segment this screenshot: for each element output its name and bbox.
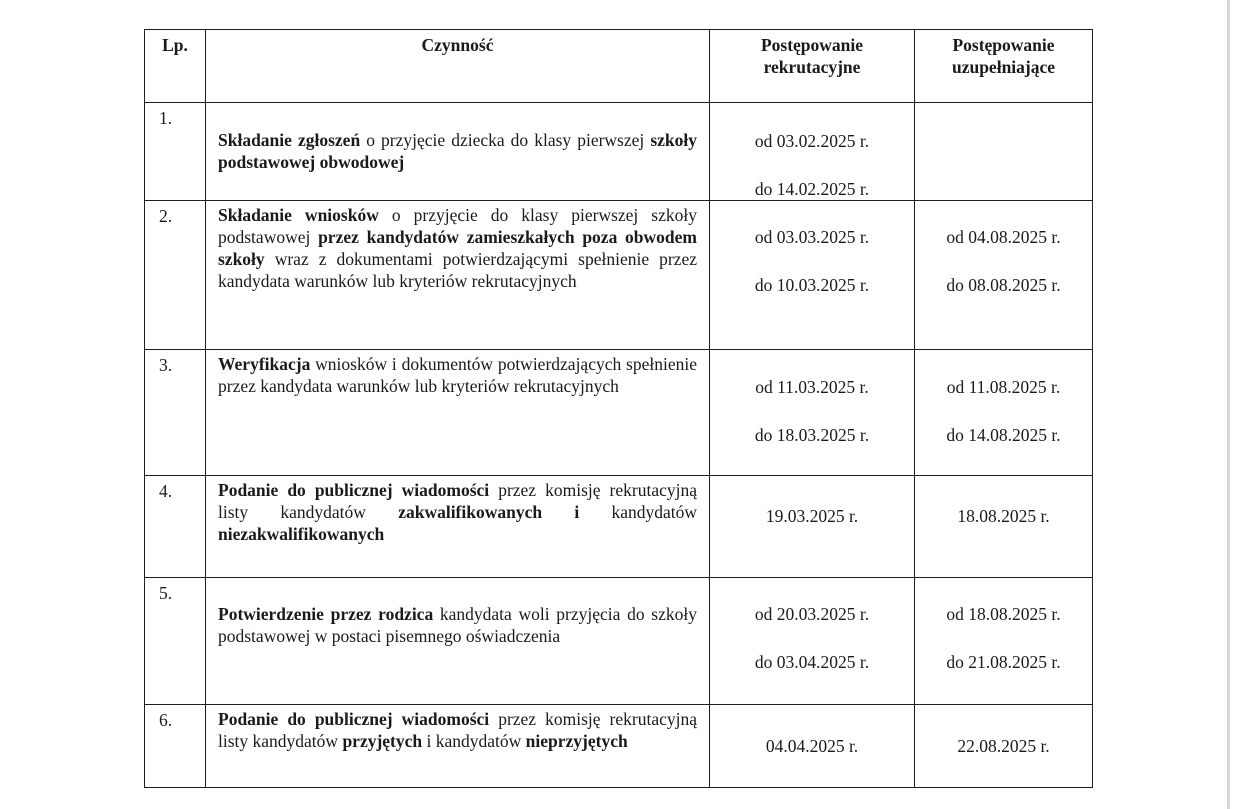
activity-text: kandydatów <box>579 502 697 522</box>
date-from: od 04.08.2025 r. <box>946 227 1061 247</box>
date-to: do 03.04.2025 r. <box>754 652 870 672</box>
supplementary-date <box>915 476 1093 578</box>
date-from: od 11.03.2025 r. <box>755 377 869 397</box>
supplementary-dates <box>915 350 1093 476</box>
activity-text-bold: Podanie do publicznej wiadomości <box>218 480 490 500</box>
row-activity <box>206 578 710 705</box>
row-number: 3. <box>145 350 206 476</box>
activity-text-bold: niezakwalifikowanych <box>218 524 385 544</box>
row-number: 4. <box>145 476 206 578</box>
activity-text-bold: nieprzyjętych <box>525 731 628 751</box>
table-row <box>145 705 1093 788</box>
header-supplementary: Postępowanie uzupełniające <box>915 30 1093 103</box>
recruitment-schedule-table <box>144 29 1093 788</box>
activity-text-bold: Składanie zgłoszeń <box>218 130 361 150</box>
activity-text: przez komisję rekrutacyjną listy kandydatów <box>218 480 697 522</box>
supplementary-date <box>915 705 1093 788</box>
supplementary-dates <box>915 578 1093 705</box>
page-edge-shadow <box>1227 0 1230 809</box>
header-lp: Lp. <box>145 30 206 103</box>
activity-text: i kandydatów <box>422 731 526 751</box>
row-number: 1. <box>145 103 206 201</box>
date-from: od 03.03.2025 r. <box>754 227 870 247</box>
row-activity <box>206 201 710 350</box>
date-to: do 10.03.2025 r. <box>754 275 870 295</box>
activity-text: przez komisję rekrutacyjną listy kandydatów <box>218 709 697 751</box>
activity-text-bold: Podanie do publicznej wiadomości <box>218 709 490 729</box>
table-row <box>145 578 1093 705</box>
supplementary-dates <box>915 103 1093 201</box>
activity-text: wraz z dokumentami potwierdzającymi spełnienie przez kandydata warunków lub kryteriów rekrutacyjnych <box>218 249 697 291</box>
table-row <box>145 350 1093 476</box>
header-activity: Czynność <box>206 30 710 103</box>
recruitment-dates <box>710 578 915 705</box>
activity-text-bold: przyjętych <box>342 731 423 751</box>
row-number: 2. <box>145 201 206 350</box>
activity-text-bold: Składanie wniosków <box>218 205 379 225</box>
activity-text: wniosków i dokumentów potwierdzających spełnienie przez kandydata warunków lub kryteriów rekrutacyjnych <box>218 354 697 396</box>
row-activity <box>206 103 710 201</box>
header-row <box>145 30 1093 103</box>
date-single: 04.04.2025 r. <box>765 736 859 756</box>
date-to: do 21.08.2025 r. <box>946 652 1061 672</box>
row-activity <box>206 476 710 578</box>
table-row <box>145 201 1093 350</box>
date-to: do 14.08.2025 r. <box>946 425 1061 445</box>
date-from: od 18.08.2025 r. <box>946 604 1061 624</box>
recruitment-dates <box>710 350 915 476</box>
date-to: do 14.02.2025 r. <box>754 179 870 199</box>
activity-text-bold: zakwalifikowanych i <box>398 502 580 522</box>
activity-text-bold: Weryfikacja <box>218 354 311 374</box>
recruitment-dates <box>710 103 915 201</box>
header-recruitment: Postępowanie rekrutacyjne <box>710 30 915 103</box>
row-number: 6. <box>145 705 206 788</box>
activity-text-bold: przez kandydatów zamieszkałych poza obwodem szkoły <box>218 227 697 269</box>
date-single: 19.03.2025 r. <box>765 506 859 526</box>
recruitment-dates <box>710 201 915 350</box>
activity-text: kandydata woli przyjęcia do szkoły podstawowej w postaci pisemnego oświadczenia <box>218 604 697 646</box>
row-activity <box>206 350 710 476</box>
recruitment-date <box>710 476 915 578</box>
date-single: 22.08.2025 r. <box>957 736 1050 756</box>
date-to: do 18.03.2025 r. <box>754 425 870 445</box>
table-row <box>145 103 1093 201</box>
row-activity <box>206 705 710 788</box>
date-from: od 11.08.2025 r. <box>946 377 1061 397</box>
table-row <box>145 476 1093 578</box>
activity-text-bold: szkoły podstawowej obwodowej <box>218 130 697 172</box>
activity-text-bold: Potwierdzenie przez rodzica <box>218 604 434 624</box>
activity-text: o przyjęcie do klasy pierwszej szkoły podstawowej <box>218 205 697 247</box>
date-single: 18.08.2025 r. <box>957 506 1050 526</box>
date-to: do 08.08.2025 r. <box>946 275 1061 295</box>
date-from: od 20.03.2025 r. <box>754 604 870 624</box>
date-from: od 03.02.2025 r. <box>754 131 870 151</box>
supplementary-dates <box>915 201 1093 350</box>
recruitment-date <box>710 705 915 788</box>
row-number: 5. <box>145 578 206 705</box>
activity-text: o przyjęcie dziecka do klasy pierwszej <box>360 130 651 150</box>
